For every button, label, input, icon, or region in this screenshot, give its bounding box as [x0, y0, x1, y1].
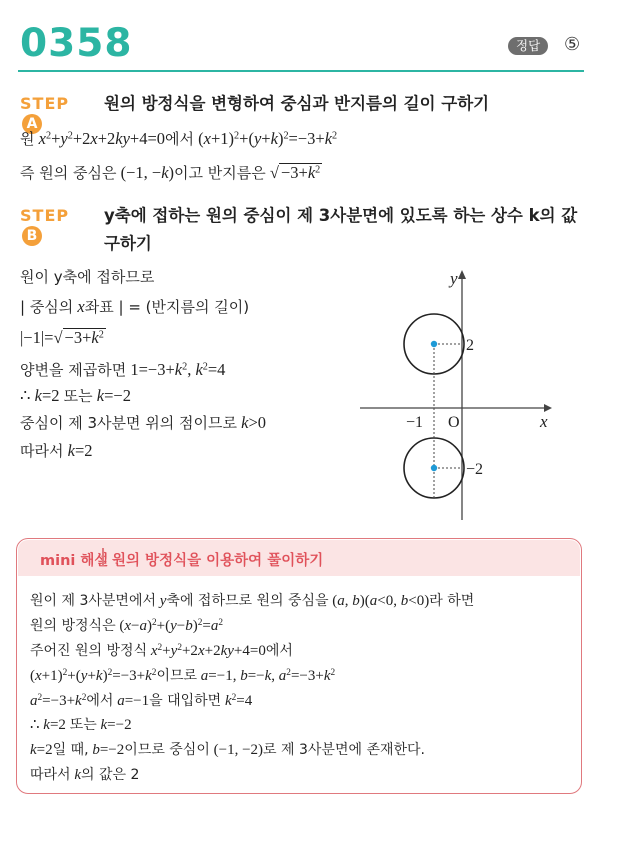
step-b-line-6: 중심이 제 3사분면 위의 점이므로 k>0	[20, 413, 267, 432]
mini-line-6: ∴ k=2 또는 k=−2	[30, 717, 132, 733]
step-b-line-4: 양변을 제곱하면 $1=-3+k^2$, $k^2=4$	[20, 360, 226, 379]
mini-title: mini 해설	[40, 553, 109, 569]
mini-line-7: k=2일 때, b=−2이므로 중심이 (−1, −2)로 제 3사분면에 존재한다.	[30, 742, 425, 758]
header-divider	[18, 70, 584, 72]
answer-badge: 정답	[508, 37, 548, 55]
center-point-lower	[431, 465, 437, 471]
mini-line-1: 원이 제 3사분면에서 y축에 접하므로 원의 중심을 (a, b)(a<0, b<0)라 하면	[30, 593, 475, 609]
mini-line-2: 원의 방정식은 $(x-a)^2+(y-b)^2=a^2$	[30, 617, 224, 634]
y-label-lower: −2	[466, 461, 484, 478]
mini-line-8: 따라서 k의 값은 2	[30, 767, 140, 783]
circle-graph	[360, 262, 560, 524]
y-label-upper: 2	[466, 337, 474, 354]
y-axis-arrow	[458, 270, 466, 279]
problem-number: 0358	[20, 21, 133, 66]
answer-value: ⑤	[564, 34, 581, 55]
step-a-line-2: 즉 원의 중심은 (−1, −k)이고 반지름은 √ $-3+k^2$	[20, 163, 321, 182]
mini-separator	[102, 548, 104, 566]
step-b-line-5: ∴ k=2 또는 k=−2	[20, 386, 131, 405]
mini-line-4: $(x+1)^2+(y+k)^2=-3+k^2$이므로 a=−1, b=−k, $a^2=-3+k^2$	[30, 667, 336, 684]
y-axis-label: y	[450, 269, 458, 288]
step-b-label: STEPB	[20, 206, 70, 244]
step-b-marker: B	[22, 226, 42, 246]
center-point-upper	[431, 341, 437, 347]
mini-line-5: $a^2=-3+k^2$에서 a=−1을 대입하면 $k^2=4$	[30, 692, 253, 709]
step-b-title-2: 구하기	[104, 234, 152, 253]
x-tick-label: −1	[406, 414, 424, 431]
mini-line-3: 주어진 원의 방정식 $x^2+y^2+2x+2ky+4=0$에서	[30, 642, 293, 659]
step-b-line-7: 따라서 k=2	[20, 441, 93, 460]
origin-label: O	[448, 414, 460, 431]
step-b-title-1: y축에 접하는 원의 중심이 제 3사분면에 있도록 하는 상수 k의 값	[104, 206, 578, 225]
step-b-line-3: $|-1|=√ -3+k^2$	[20, 328, 104, 347]
step-b-line-1: 원이 y축에 접하므로	[20, 268, 155, 286]
page-header	[0, 0, 642, 80]
step-a-marker: A	[22, 114, 42, 134]
step-b-line-2: | 중심의 x좌표 | = (반지름의 길이)	[20, 297, 250, 316]
x-axis-label: x	[540, 412, 548, 431]
step-a-title: 원의 방정식을 변형하여 중심과 반지름의 길이 구하기	[104, 94, 490, 113]
mini-subtitle: 원의 방정식을 이용하여 풀이하기	[112, 553, 324, 569]
x-axis-arrow	[544, 404, 552, 412]
step-a-label: STEPA	[20, 94, 70, 132]
step-a-line-1: 원 $x^2+y^2+2x+2ky+4=0$에서 $(x+1)^2+(y+k)^2=-3+k^2$	[20, 129, 338, 148]
